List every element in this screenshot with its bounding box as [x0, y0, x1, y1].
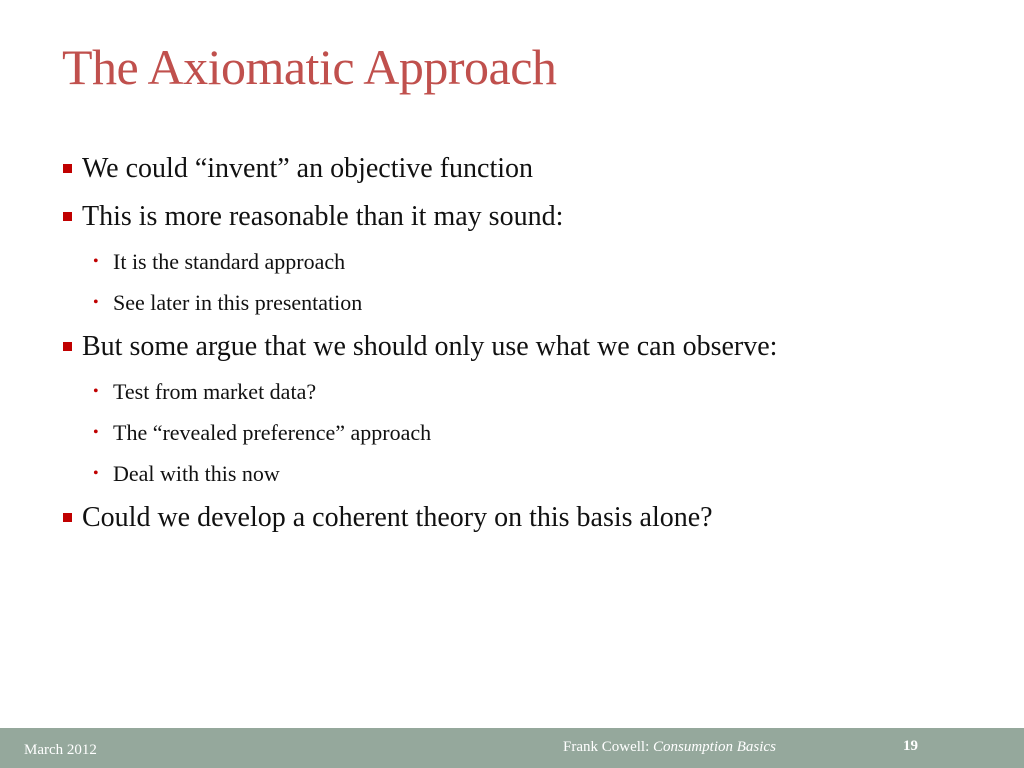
footer-course: Consumption Basics — [653, 739, 776, 755]
sub-bullet-2-2-text: See later in this presentation — [113, 290, 363, 315]
square-bullet-icon — [63, 342, 72, 351]
bullet-1 — [62, 145, 982, 193]
page-number: 19 — [903, 738, 918, 754]
bullet-4 — [62, 494, 982, 542]
bullet-2-text: This is more reasonable than it may sound: — [82, 201, 564, 232]
slide-title: The Axiomatic Approach — [62, 39, 557, 95]
sub-bullet-3-1 — [62, 371, 982, 412]
dot-bullet-icon: • — [93, 465, 99, 482]
dot-bullet-icon: • — [93, 294, 99, 311]
bullet-3 — [62, 323, 982, 371]
bullet-3-text: But some argue that we should only use what we can observe: — [82, 331, 778, 362]
dot-bullet-icon: • — [93, 383, 99, 400]
bullet-2 — [62, 193, 982, 241]
sub-bullet-3-3-text: Deal with this now — [113, 461, 280, 486]
bullet-1-text: We could “invent” an objective function — [82, 153, 534, 184]
sub-bullet-3-2-text: The “revealed preference” approach — [113, 420, 432, 445]
dot-bullet-icon: • — [93, 424, 99, 441]
sub-bullet-3-2 — [62, 412, 982, 453]
footer-author — [563, 739, 776, 756]
square-bullet-icon — [63, 212, 72, 221]
slide-footer — [0, 728, 1024, 768]
sub-bullet-2-2 — [62, 282, 982, 323]
sub-bullet-2-1-text: It is the standard approach — [113, 249, 346, 274]
footer-author-name: Frank Cowell: — [563, 739, 650, 755]
square-bullet-icon — [63, 164, 72, 173]
footer-date: March 2012 — [24, 742, 97, 758]
bullet-4-text: Could we develop a coherent theory on this basis alone? — [82, 502, 713, 533]
sub-bullet-3-1-text: Test from market data? — [113, 379, 317, 404]
slide-body — [62, 145, 982, 542]
sub-bullet-3-3 — [62, 453, 982, 494]
dot-bullet-icon: • — [93, 253, 99, 270]
square-bullet-icon — [63, 513, 72, 522]
sub-bullet-2-1 — [62, 241, 982, 282]
